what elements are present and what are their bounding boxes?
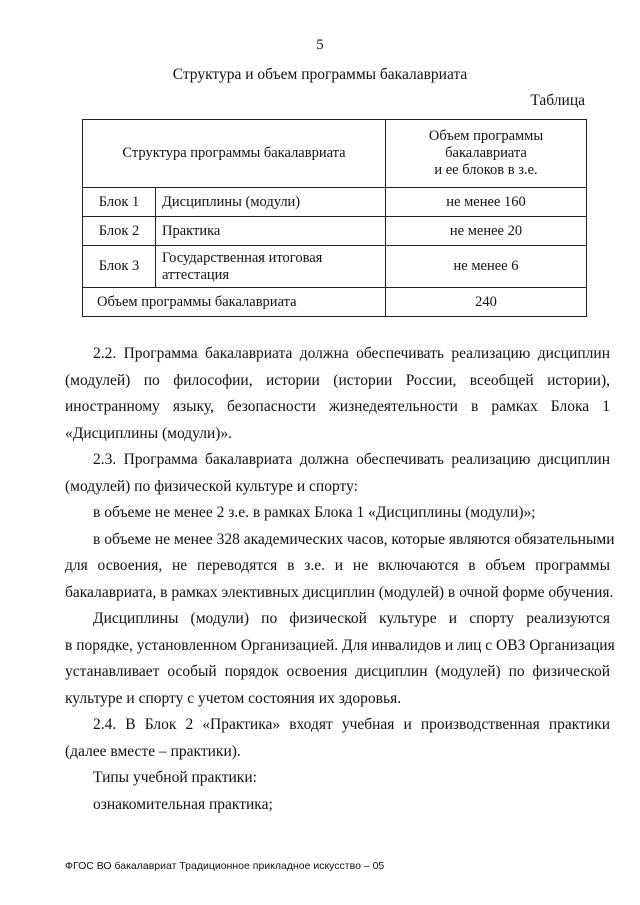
document-footer: ФГОС ВО бакалавриат Традиционное прикладное искусство – 05 [65,860,385,872]
total-label-cell: Объем программы бакалавриата [83,288,386,317]
text-line: бакалавриата, в рамках элективных дисциплин (модулей) в очной форме обучения. [65,583,614,601]
header-volume-line: и ее блоков в з.е. [434,162,538,178]
block-volume-cell: не менее 20 [386,217,587,246]
text-line: в порядке, установленном Организацией. Для инвалидов и лиц с ОВЗ Организация [65,636,615,654]
table-label: Таблица [530,92,585,109]
table-row [83,246,587,288]
paragraph [65,447,610,500]
block-volume-cell: не менее 6 [386,246,587,288]
text-line: 2.4. В Блок 2 «Практика» входят учебная и производственная практики [93,716,610,733]
block-name-cell [156,188,386,217]
text-line: для освоения, не переводятся в з.е. и не включаются в объем программы [65,557,610,574]
text-line: культуре и спорту с учетом состояния их здоровья. [65,689,402,707]
text-line: (модулей) по философии, истории (истории России, всеобщей истории), [65,371,610,389]
program-structure-table [82,119,587,317]
header-volume-line: Объем программы [428,128,544,144]
text-line: Типы учебной практики: [93,769,257,786]
text-line: «Дисциплины (модули)». [65,424,233,442]
header-volume-line: бакалавриата [445,145,527,161]
paragraph [65,712,610,765]
total-value-cell: 240 [386,288,587,317]
block-number-cell: Блок 2 [83,217,156,246]
block-name-cell [156,246,386,288]
text-line: в объеме не менее 328 академических часов, которые являются обязательными [93,530,615,548]
text-line: ознакомительная практика; [93,795,273,813]
text-line: иностранному языку, безопасности жизнедеятельности в рамках Блока 1 [65,398,610,415]
block-name-cell [156,217,386,246]
page-number: 5 [316,37,324,53]
text-line: 2.2. Программа бакалавриата должна обеспечивать реализацию дисциплин [93,345,610,362]
text-line: в объеме не менее 2 з.е. в рамках Блока 1 «Дисциплины (модули)»; [93,504,536,521]
body-text [65,341,615,818]
block-name-line: Практика [162,222,221,239]
text-line: (далее вместе – практики). [65,742,241,760]
block-name-line: аттестация [162,266,230,283]
block-number-cell: Блок 3 [83,246,156,288]
table-header-row [83,120,587,188]
table-row [83,217,587,246]
paragraph [65,765,610,792]
paragraph [65,606,615,712]
paragraph [65,527,615,607]
header-structure-cell: Структура программы бакалавриата [83,120,386,188]
paragraph [65,792,610,819]
block-number-cell: Блок 1 [83,188,156,217]
block-volume-cell: не менее 160 [386,188,587,217]
text-line: (модулей) по физической культуре и спорту: [65,477,358,495]
paragraph [65,341,610,447]
text-line: устанавливает особый порядок освоения дисциплин (модулей) по физической [65,663,610,680]
table-total-row [83,288,587,317]
block-name-line: Государственная итоговая [162,249,323,266]
text-line: 2.3. Программа бакалавриата должна обеспечивать реализацию дисциплин [93,451,610,468]
header-volume-cell [386,120,587,188]
section-title: Структура и объем программы бакалавриата [172,66,468,83]
text-line: Дисциплины (модули) по физической культуре и спорту реализуются [93,610,610,627]
table-row [83,188,587,217]
paragraph [65,500,610,527]
block-name-line: Дисциплины (модули) [162,193,301,210]
